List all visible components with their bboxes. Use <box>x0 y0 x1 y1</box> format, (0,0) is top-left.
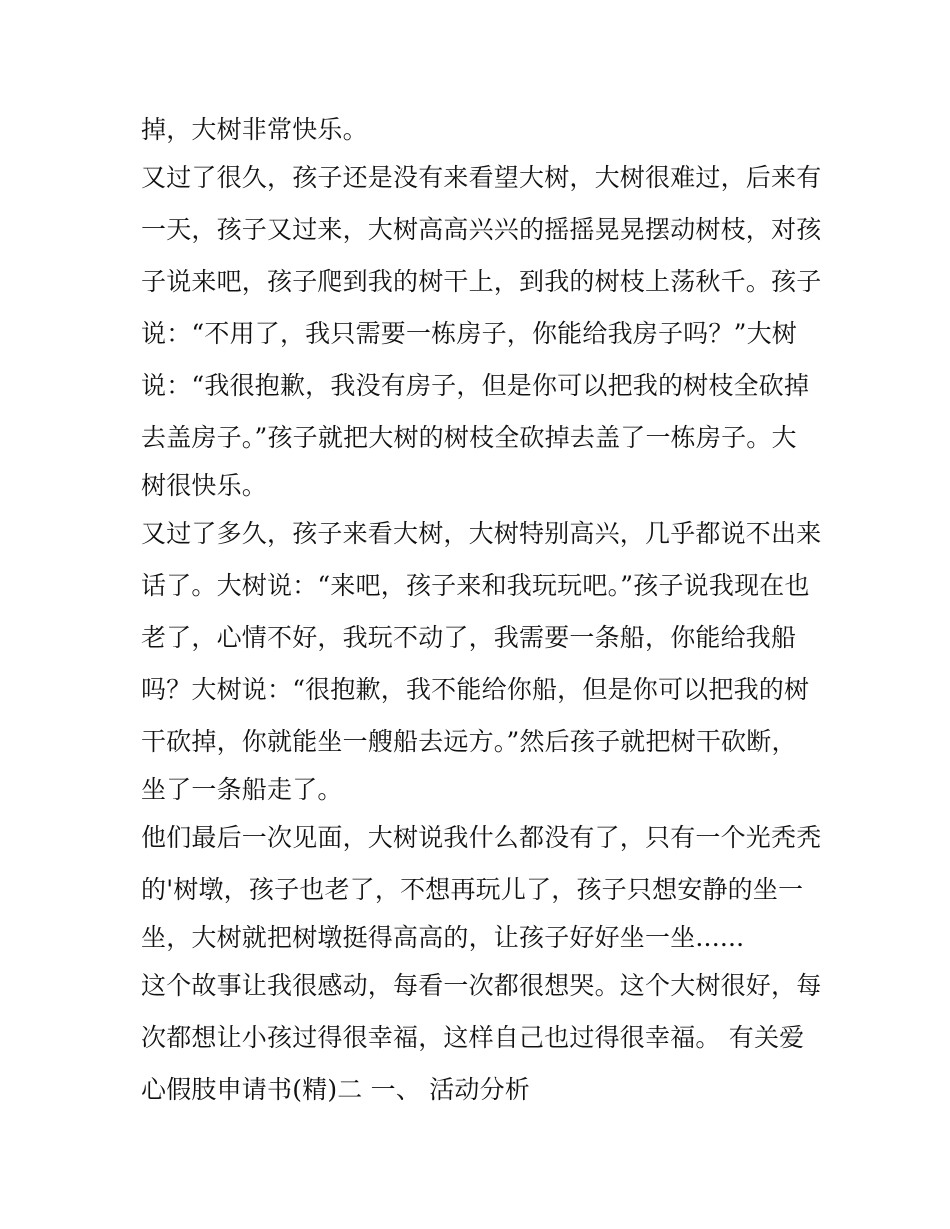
text-line: 次都想让小孩过得很幸福，这样自己也过得很幸福。 有关爱 <box>141 1023 805 1052</box>
text-line: 的'树墩，孩子也老了，不想再玩儿了，孩子只想安静的坐一 <box>141 875 804 904</box>
text-line: 这个故事让我很感动，每看一次都很想哭。这个大树很好，每 <box>141 971 822 1000</box>
text-line: 吗？大树说：“很抱歉，我不能给你船，但是你可以把我的树 <box>141 675 810 704</box>
text-line: 一天，孩子又过来，大树高高兴兴的摇摇晃晃摆动树枝，对孩 <box>141 215 822 244</box>
text-line: 他们最后一次见面，大树说我什么都没有了，只有一个光秃秃 <box>141 823 822 852</box>
text-line: 坐，大树就把树墩挺得高高的，让孩子好好坐一坐...... <box>141 923 745 952</box>
text-line: 树很快乐。 <box>141 471 268 500</box>
text-line: 心假肢申请书(精)二 一、 活动分析 <box>141 1075 531 1104</box>
document-body <box>141 108 821 1116</box>
text-line: 老了，心情不好，我玩不动了，我需要一条船，你能给我船 <box>141 623 797 652</box>
text-line: 又过了多久，孩子来看大树，大树特别高兴，几乎都说不出来 <box>141 519 822 548</box>
text-line: 话了。大树说：“来吧，孩子来和我玩玩吧。”孩子说我现在也 <box>141 571 810 600</box>
text-line: 子说来吧，孩子爬到我的树干上，到我的树枝上荡秋千。孩子 <box>141 267 822 296</box>
text-line: 掉，大树非常快乐。 <box>141 115 368 144</box>
text-line: 又过了很久，孩子还是没有来看望大树，大树很难过，后来有 <box>141 163 822 192</box>
text-line: 坐了一条船走了。 <box>141 775 343 804</box>
text-line: 干砍掉，你就能坐一艘船去远方。”然后孩子就把树干砍断， <box>141 727 797 756</box>
text-line: 说：“我很抱歉，我没有房子，但是你可以把我的树枝全砍掉 <box>141 371 810 400</box>
text-line: 去盖房子。”孩子就把大树的树枝全砍掉去盖了一栋房子。大 <box>141 423 797 452</box>
text-line: 说：“不用了，我只需要一栋房子，你能给我房子吗？”大树 <box>141 319 797 348</box>
